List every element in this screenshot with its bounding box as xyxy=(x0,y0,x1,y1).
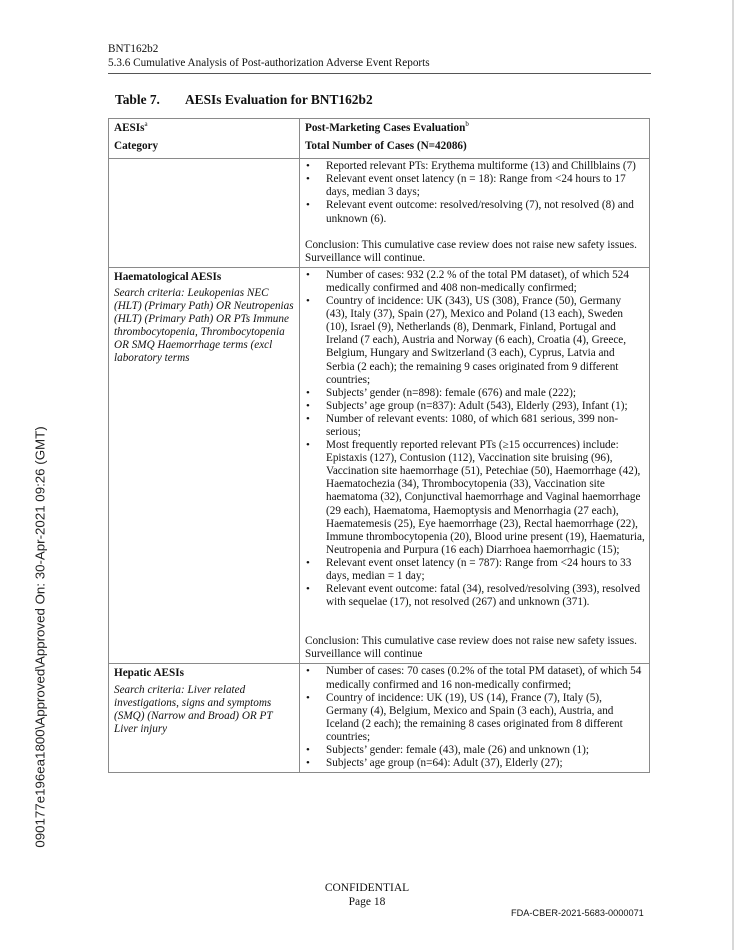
header-cell-evaluation xyxy=(300,119,650,159)
category-cell xyxy=(109,267,300,664)
bullet-item: • Relevant event outcome: fatal (34), resolved/resolving (393), resolved with sequelae (17), not resolved (267) and unknown (371). xyxy=(305,583,645,609)
conclusion: Conclusion: This cumulative case review does not raise new safety issues. Surveillance will continue xyxy=(305,635,637,661)
bullet-item: • Most frequently reported relevant PTs (≥15 occurrences) include: Epistaxis (127), Contusion (112), Vaccination site bruising (96), Vaccination site haemorrhage (51), Petechiae (50), Haemorrhage (42), Haematochezia (34), Thrombocytopenia (33), Vaccination site haematoma (32), Conjunctival haemorrhage and Vaginal haemorrhage (29 each), Haematoma, Haemoptysis and Menorrhagia (27 each), Haematemesis (25), Eye haemorrhage (23), Rectal haemorrhage (22), Immune thrombocytopenia (20), Blood urine present (19), Haematuria, Neutropenia and Purpura (16 each) Diarrhoea haemorrhagic (15); xyxy=(305,439,645,557)
category-title: Haematological AESIs xyxy=(114,270,222,283)
section-title: 5.3.6 Cumulative Analysis of Post-authorization Adverse Event Reports xyxy=(108,57,430,69)
aesi-table xyxy=(108,118,650,773)
category-cell xyxy=(109,664,300,773)
search-criteria: Search criteria: Leukopenias NEC (HLT) (Primary Path) OR Neutropenias (HLT) (Primary Path) OR PTs Immune thrombocytopenia, Thrombocytopenia OR SMQ Haemorrhage terms (excl laboratory terms xyxy=(114,286,294,365)
header-cell-category xyxy=(109,119,300,159)
table-row xyxy=(109,664,650,773)
bullet-list xyxy=(305,269,645,609)
document-id: FDA-CBER-2021-5683-0000071 xyxy=(511,908,644,918)
page-number: Page 18 xyxy=(348,896,386,908)
conclusion: Conclusion: This cumulative case review does not raise new safety issues. Surveillance will continue. xyxy=(305,238,637,264)
bullet-item: • Relevant event onset latency (n = 18): Range from <24 hours to 17 days, median 3 days; xyxy=(305,173,645,199)
page-footer xyxy=(0,881,734,909)
bullet-item: • Number of relevant events: 1080, of which 681 serious, 399 non-serious; xyxy=(305,413,645,439)
bullet-list xyxy=(305,665,645,770)
header-total-cases: Total Number of Cases (N=42086) xyxy=(305,140,467,153)
table-row xyxy=(109,159,650,268)
footnote-marker-a: a xyxy=(144,120,148,128)
bullet-item: • Subjects’ gender: female (43), male (26) and unknown (1); xyxy=(305,744,645,757)
bullet-list xyxy=(305,160,645,225)
table-number: Table 7. xyxy=(115,92,160,107)
bullet-item: • Number of cases: 70 cases (0.2% of the total PM dataset), of which 54 medically confirmed and 16 non-medically confirmed; xyxy=(305,665,645,691)
approval-stamp: 090177e196ea1800\Approved\Approved On: 30-Apr-2021 09:26 (GMT) xyxy=(32,426,48,848)
search-criteria: Search criteria: Liver related investigations, signs and symptoms (SMQ) (Narrow and Broad) OR PT Liver injury xyxy=(114,683,273,735)
evaluation-cell xyxy=(300,159,650,268)
confidential-label: CONFIDENTIAL xyxy=(324,882,410,894)
product-name: BNT162b2 xyxy=(108,43,159,55)
table-row xyxy=(109,267,650,664)
category-cell xyxy=(109,159,300,268)
evaluation-cell xyxy=(300,267,650,664)
bullet-item: • Country of incidence: UK (19), US (14), France (7), Italy (5), Germany (4), Belgium, Mexico and Spain (3 each), Austria, and Iceland (2 each); the remaining 8 cases originated from 8 different countries; xyxy=(305,692,645,744)
page-header xyxy=(108,42,651,70)
bullet-item: • Number of cases: 932 (2.2 % of the total PM dataset), of which 524 medically confirmed and 408 non-medically confirmed; xyxy=(305,269,645,295)
bullet-item: • Relevant event outcome: resolved/resolving (7), not resolved (8) and unknown (6). xyxy=(305,199,645,225)
bullet-item: • Subjects’ age group (n=64): Adult (37), Elderly (27); xyxy=(305,757,645,770)
table-header-row xyxy=(109,119,650,159)
header-aesis: AESIs xyxy=(114,122,145,134)
bullet-item: • Subjects’ age group (n=837): Adult (543), Elderly (293), Infant (1); xyxy=(305,400,645,413)
bullet-item: • Reported relevant PTs: Erythema multiforme (13) and Chillblains (7) xyxy=(305,160,645,173)
category-title: Hepatic AESIs xyxy=(114,667,184,680)
header-post-marketing: Post-Marketing Cases Evaluation xyxy=(305,122,466,134)
evaluation-cell xyxy=(300,664,650,773)
bullet-item: • Subjects’ gender (n=898): female (676) and male (222); xyxy=(305,387,645,400)
bullet-item: • Country of incidence: UK (343), US (308), France (50), Germany (43), Italy (37), Spain (27), Mexico and Poland (13 each), Sweden (10), Israel (9), Netherlands (8), Denmark, Finland, Portugal and Ireland (7 each), Austria and Norway (6 each), Croatia (4), Greece, Belgium, Hungary and Switzerland (3 each), Cyprus, Latvia and Serbia (2 each); the remaining 9 cases originated from 9 different countries; xyxy=(305,295,645,387)
header-category: Category xyxy=(114,140,159,153)
table-caption: AESIs Evaluation for BNT162b2 xyxy=(185,92,373,107)
table-title xyxy=(115,92,373,108)
bullet-item: • Relevant event onset latency (n = 787): Range from <24 hours to 33 days, median = 1 day; xyxy=(305,557,645,583)
footnote-marker-b: b xyxy=(465,120,469,128)
header-divider xyxy=(108,73,651,74)
